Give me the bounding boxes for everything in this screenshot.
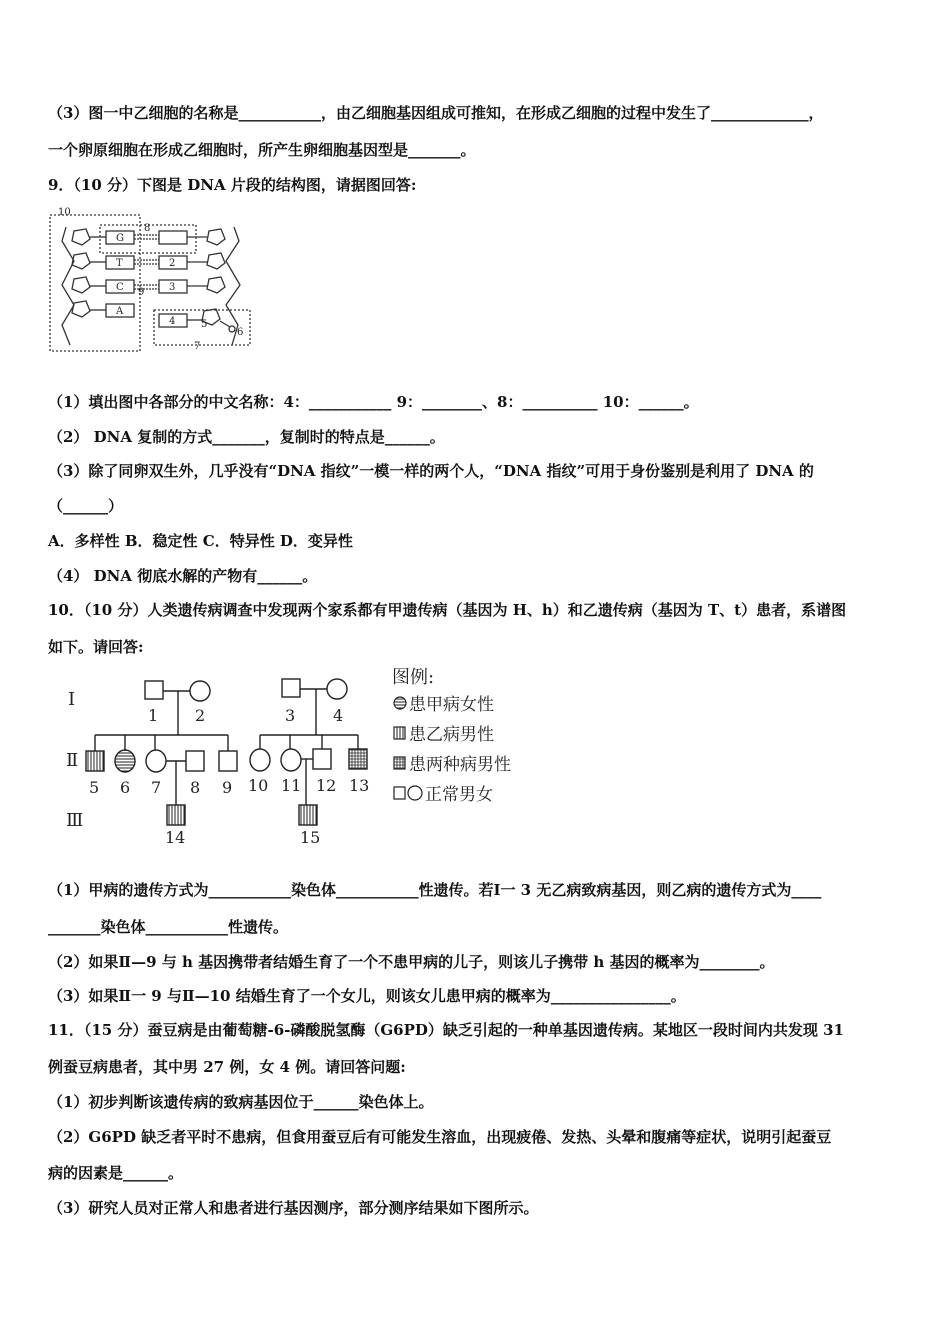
dna-label-7: 7: [194, 341, 201, 352]
pedigree-figure: [60, 665, 530, 850]
individual-13-both-diseases-male: [349, 749, 367, 769]
q10-sub1-line1: （1）甲病的遗传方式为___________染色体___________性遗传。若Ⅰ一 3 无乙病致病基因，则乙病的遗传方式为____: [48, 881, 822, 899]
legend-female-a-symbol: [394, 697, 406, 709]
dna-base-left-1: T: [116, 258, 123, 269]
individual-8-normal-male: [186, 751, 204, 771]
q9-sub3: （3）除了同卵双生外，几乎没有“DNA 指纹”一模一样的两个人，“DNA 指纹”可用于身份鉴别是利用了 DNA 的: [48, 462, 814, 480]
legend-normal: 正常男女: [425, 785, 493, 805]
q11-sub2-line1: （2）G6PD 缺乏者平时不患病，但食用蚕豆后有可能发生溶血，出现疲倦、发热、头晕和腹痛等症状，说明引起蚕豆: [48, 1128, 832, 1146]
q11-sub2-line2: 病的因素是______。: [48, 1164, 184, 1182]
q11-stem-line2: 例蚕豆病患者，其中男 27 例，女 4 例。请回答问题:: [48, 1058, 406, 1076]
individual-15-affected-b-male: [299, 805, 317, 825]
legend-male-both: 患两种病男性: [409, 755, 511, 775]
pedigree-num-13: 13: [349, 776, 370, 795]
q10-sub2: （2）如果Ⅱ—9 与 h 基因携带者结婚生育了一个不患甲病的儿子，则该儿子携带 h 基因的概率为________。: [48, 953, 775, 971]
legend-male-b: 患乙病男性: [409, 725, 494, 745]
pedigree-num-15: 15: [300, 828, 321, 847]
legend-male-b-symbol: [394, 727, 405, 739]
individual-11-normal-female: [281, 749, 301, 771]
legend-title: 图例:: [392, 667, 435, 688]
q9-sub3-answer: （______）: [48, 497, 124, 515]
dna-label-8: 8: [144, 223, 151, 234]
q9-stem: 9．（10 分）下图是 DNA 片段的结构图，请据图回答:: [48, 176, 417, 194]
individual-10-normal-female: [250, 749, 270, 771]
pedigree-num-3: 3: [285, 706, 296, 725]
pedigree-num-12: 12: [316, 776, 337, 795]
pedigree-num-1: 1: [148, 706, 159, 725]
q8-sub3-line1: （3）图一中乙细胞的名称是___________，由乙细胞基因组成可推知，在形成乙细胞的过程中发生了_____________，: [48, 104, 824, 122]
pedigree-num-10: 10: [248, 776, 269, 795]
dna-base-left-3: A: [116, 306, 124, 317]
pedigree-num-11: 11: [281, 776, 302, 795]
q10-sub3: （3）如果Ⅱ一 9 与Ⅱ—10 结婚生育了一个女儿，则该女儿患甲病的概率为________________。: [48, 987, 686, 1005]
generation-I: Ⅰ: [68, 689, 76, 710]
legend-normal-female-symbol: [408, 786, 422, 800]
individual-12-normal-male: [313, 749, 331, 769]
pedigree-num-8: 8: [190, 778, 201, 797]
pedigree-num-7: 7: [151, 778, 162, 797]
dna-base-right-0: 2: [169, 258, 176, 269]
dna-base-right-2: 4: [169, 316, 176, 327]
dna-structure-figure: [44, 205, 259, 357]
dna-label-5: 5: [201, 319, 208, 330]
dna-label-10: 10: [58, 207, 71, 218]
individual-4-normal-female: [327, 679, 347, 699]
individual-7-normal-female: [146, 750, 166, 772]
individual-1-normal-male: [145, 681, 163, 699]
dna-base-left-2: C: [116, 282, 124, 293]
q10-stem-line2: 如下。请回答:: [48, 638, 144, 656]
generation-II: Ⅱ: [66, 750, 79, 771]
q11-stem-line1: 11．（15 分）蚕豆病是由葡萄糖-6-磷酸脱氢酶（G6PD）缺乏引起的一种单基因遗传病。某地区一段时间内共发现 31: [48, 1021, 844, 1039]
pedigree-num-2: 2: [195, 706, 206, 725]
pedigree-num-5: 5: [89, 778, 100, 797]
pedigree-num-4: 4: [333, 706, 344, 725]
q11-sub3: （3）研究人员对正常人和患者进行基因测序，部分测序结果如下图所示。: [48, 1199, 539, 1217]
dna-base-right-1: 3: [169, 282, 176, 293]
legend-normal-male-symbol: [394, 787, 405, 799]
pedigree-num-9: 9: [222, 778, 233, 797]
q11-sub1: （1）初步判断该遗传病的致病基因位于______染色体上。: [48, 1093, 434, 1111]
individual-5-affected-b-male: [86, 751, 104, 771]
individual-9-normal-male: [219, 751, 237, 771]
legend-female-a: 患甲病女性: [409, 695, 494, 715]
q9-options: A．多样性 B．稳定性 C．特异性 D．变异性: [48, 532, 353, 550]
individual-6-affected-a-female: [115, 750, 135, 772]
dna-label-9: 9: [138, 287, 145, 298]
q9-sub2: （2） DNA 复制的方式_______，复制时的特点是______。: [48, 428, 445, 446]
pedigree-num-6: 6: [120, 778, 131, 797]
q10-sub1-line2: _______染色体___________性遗传。: [48, 918, 289, 936]
dna-label-6: 6: [237, 327, 244, 338]
pedigree-num-14: 14: [165, 828, 186, 847]
q10-stem-line1: 10．（10 分）人类遗传病调查中发现两个家系都有甲遗传病（基因为 H、h）和乙遗传病（基因为 T、t）患者，系谱图: [48, 601, 847, 619]
individual-3-normal-male: [282, 679, 300, 697]
generation-III: Ⅲ: [66, 810, 84, 831]
q8-sub3-line2: 一个卵原细胞在形成乙细胞时，所产生卵细胞基因型是_______。: [48, 141, 476, 159]
dna-base-left-0: G: [116, 233, 124, 244]
legend-male-both-symbol: [394, 757, 405, 769]
individual-2-normal-female: [190, 681, 210, 701]
q9-sub1: （1）填出图中各部分的中文名称：4：___________ 9：________、8：__________ 10：______。: [48, 393, 699, 411]
individual-14-affected-b-male: [167, 805, 185, 825]
q9-sub4: （4） DNA 彻底水解的产物有______。: [48, 567, 318, 585]
